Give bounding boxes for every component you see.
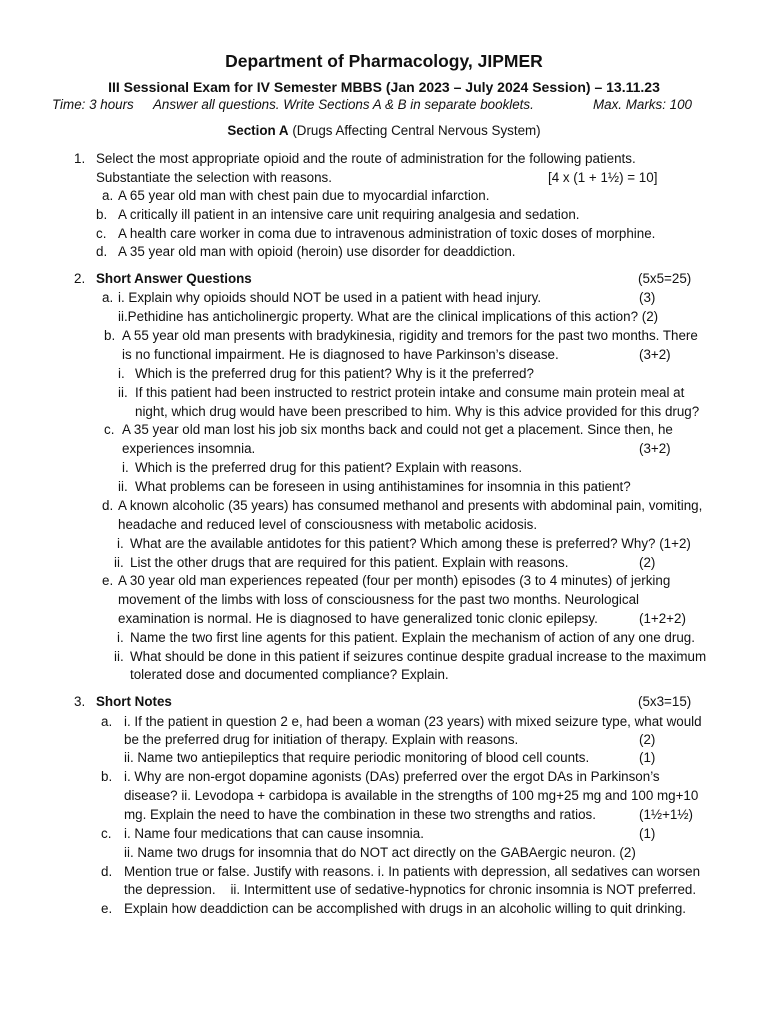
q2d-line1: A known alcoholic (35 years) has consumed methanol and presents with abdominal pain, vomiting,	[118, 498, 703, 513]
q1-line1	[96, 149, 711, 168]
q3b-line3: mg. Explain the need to have the combination in these two strengths and ratios.	[124, 807, 596, 822]
q1-item-letter: d.	[96, 244, 108, 259]
q2b-line1: A 55 year old man presents with bradykinesia, rigidity and tremors for the past two months. There	[122, 328, 698, 343]
q1-item-text: A critically ill patient in an intensive care unit requiring analgesia and sedation.	[118, 207, 580, 222]
q3c-line1-marks: (1)	[639, 826, 656, 841]
max-marks: Max. Marks: 100	[593, 97, 692, 112]
q2b-ii-line1: If this patient had been instructed to restrict protein intake and consume main protein meal at	[135, 385, 685, 400]
q1-line2: Substantiate the selection with reasons.	[96, 170, 332, 185]
q2c-letter: c.	[104, 422, 115, 437]
q2c-i-num: i.	[122, 460, 129, 475]
q3-number: 3.	[74, 694, 86, 709]
q2b-i-num: i.	[118, 366, 125, 381]
q2b-marks: (3+2)	[639, 347, 671, 362]
q1-item-letter: b.	[96, 207, 108, 222]
q1-marks: [4 x (1 + 1½) = 10]	[548, 170, 658, 185]
q1-item-text: A 65 year old man with chest pain due to myocardial infarction.	[118, 188, 490, 203]
q2c-line1: A 35 year old man lost his job six months back and could not get a placement. Since then, he	[122, 422, 673, 437]
q2d-ii-marks: (2)	[639, 555, 656, 570]
q3a-letter: a.	[101, 714, 113, 729]
q2b-ii-line2: night, which drug would have been prescribed to him. Why is this advice provided for this drug?	[135, 404, 700, 419]
q2e-ii-line1: What should be done in this patient if seizures continue despite gradual increase to the maximum	[130, 649, 707, 664]
q2e-line1: A 30 year old man experiences repeated (four per month) episodes (3 to 4 minutes) of jerking	[118, 573, 671, 588]
q2-marks: (5x5=25)	[638, 271, 692, 286]
q3d-line1: Mention true or false. Justify with reasons. i. In patients with depression, all sedatives can worsen	[124, 864, 701, 879]
q3c-letter: c.	[101, 826, 112, 841]
q3b-line1: i. Why are non-ergot dopamine agonists (DAs) preferred over the ergot DAs in Parkinson’s	[124, 769, 660, 784]
q2-number: 2.	[74, 271, 86, 286]
q3-marks: (5x3=15)	[638, 694, 692, 709]
q2d-ii: List the other drugs that are required for this patient. Explain with reasons.	[130, 555, 569, 570]
q1-number: 1.	[74, 151, 86, 166]
q3c-line2: ii. Name two drugs for insomnia that do NOT act directly on the GABAergic neuron. (2)	[124, 845, 636, 860]
q2b-i: Which is the preferred drug for this patient? Why is it the preferred?	[135, 366, 534, 381]
q3c-line1: i. Name four medications that can cause insomnia.	[124, 826, 424, 841]
section-label: Section A	[227, 123, 289, 138]
q2e-ii-line2: tolerated dose and documented compliance? Explain.	[130, 667, 449, 682]
exam-instructions: Answer all questions. Write Sections A & B in separate booklets.	[153, 97, 534, 112]
q1-item-text: A 35 year old man with opioid (heroin) use disorder for deaddiction.	[118, 244, 516, 259]
q2c-marks: (3+2)	[639, 441, 671, 456]
q2e-i-num: i.	[117, 630, 124, 645]
q2d-letter: d.	[102, 498, 114, 513]
q2c-ii-num: ii.	[118, 479, 128, 494]
q2d-ii-num: ii.	[114, 555, 124, 570]
q2c-ii: What problems can be foreseen in using antihistamines for insomnia in this patient?	[135, 479, 631, 494]
q1-item-letter: c.	[96, 226, 107, 241]
q3a-line1: i. If the patient in question 2 e, had been a woman (23 years) with mixed seizure type, what would	[124, 714, 702, 729]
q2d-i-num: i.	[117, 536, 124, 551]
q3a-line3: ii. Name two antiepileptics that require periodic monitoring of blood cell counts.	[124, 750, 590, 765]
q2e-line2: movement of the limbs with loss of consciousness for the past two months. Neurological	[118, 592, 639, 607]
q3e-letter: e.	[101, 901, 113, 916]
q2b-letter: b.	[104, 328, 116, 343]
q2d-line2: headache and reduced level of consciousness with metabolic acidosis.	[118, 517, 538, 532]
q1-item-text: A health care worker in coma due to intravenous administration of toxic doses of morphine.	[118, 226, 656, 241]
q2b-line2: is no functional impairment. He is diagnosed to have Parkinson’s disease.	[122, 347, 559, 362]
q3a-line3-marks: (1)	[639, 750, 656, 765]
section-subtitle: (Drugs Affecting Central Nervous System)	[292, 123, 541, 138]
q2e-ii-num: ii.	[114, 649, 124, 664]
q3a-line2: be the preferred drug for initiation of therapy. Explain with reasons.	[124, 732, 519, 747]
q2e-line3: examination is normal. He is diagnosed to have generalized tonic clonic epilepsy.	[118, 611, 598, 626]
q2a-ii: ii.Pethidine has anticholinergic property. What are the clinical implications of this action? (2)	[118, 309, 659, 324]
exam-time: Time: 3 hours	[52, 97, 134, 112]
q3b-line3-marks: (1½+1½)	[639, 807, 693, 822]
q3b-line2: disease? ii. Levodopa + carbidopa is available in the strengths of 100 mg+25 mg and 100 mg+10	[124, 788, 699, 803]
page-title: Department of Pharmacology, JIPMER	[225, 51, 543, 71]
q3a-line2-marks: (2)	[639, 732, 656, 747]
q2e-i: Name the two first line agents for this patient. Explain the mechanism of action of any one drug.	[130, 630, 695, 645]
q3e-line1: Explain how deaddiction can be accomplished with drugs in an alcoholic willing to quit drinking.	[124, 901, 686, 916]
q2b-ii-num: ii.	[118, 385, 128, 400]
q2e-letter: e.	[102, 573, 114, 588]
q2a-letter: a.	[102, 290, 114, 305]
exam-subtitle: III Sessional Exam for IV Semester MBBS (Jan 2023 – July 2024 Session) – 13.11.23	[108, 79, 660, 95]
q2c-i: Which is the preferred drug for this patient? Explain with reasons.	[135, 460, 523, 475]
q3b-letter: b.	[101, 769, 113, 784]
q2a-i: i. Explain why opioids should NOT be used in a patient with head injury.	[118, 290, 542, 305]
q2a-i-marks: (3)	[639, 290, 656, 305]
q2-heading: Short Answer Questions	[96, 271, 252, 286]
q1-line1-text: Select the most appropriate opioid and the route of administration for the following patients.	[96, 151, 636, 166]
q2c-line2: experiences insomnia.	[122, 441, 256, 456]
q1-item-letter: a.	[102, 188, 114, 203]
q2e-marks: (1+2+2)	[639, 611, 686, 626]
section-a-heading	[0, 123, 768, 138]
q3-heading: Short Notes	[96, 694, 172, 709]
q3d-letter: d.	[101, 864, 113, 879]
q3d-line2: the depression. ii. Intermittent use of sedative-hypnotics for chronic insomnia is NOT preferred.	[124, 882, 697, 897]
q2d-i: What are the available antidotes for this patient? Which among these is preferred? Why? (1+2)	[130, 536, 691, 551]
